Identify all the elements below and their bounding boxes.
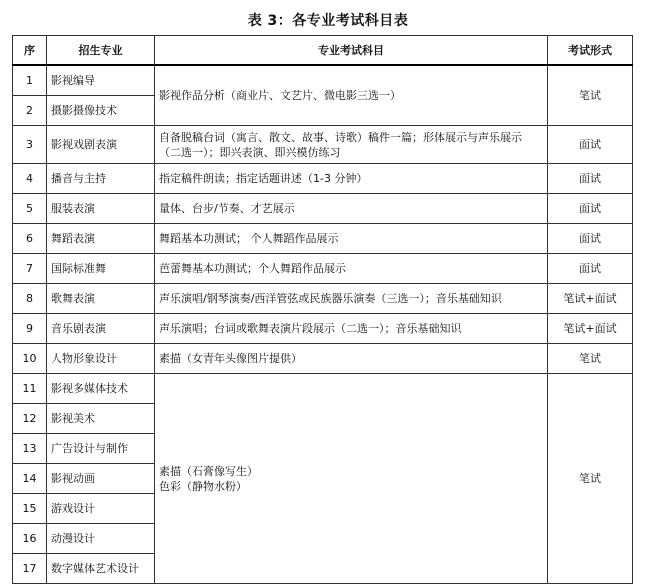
exam-subjects: 声乐演唱/钢琴演奏/西洋管弦或民族器乐演奏（三选一）；音乐基础知识 <box>155 284 548 314</box>
table-row <box>13 65 633 96</box>
table-row <box>13 224 633 254</box>
table-row <box>13 194 633 224</box>
row-number: 9 <box>13 314 47 344</box>
exam-subjects: 自备脱稿台词（寓言、散文、故事、诗歌）稿件一篇；形体展示与声乐展示（二选一）；即兴表演、即兴模仿练习 <box>155 126 548 164</box>
exam-form: 笔试 <box>548 65 633 126</box>
table-row <box>13 164 633 194</box>
exam-subjects: 量体、台步/节奏、才艺展示 <box>155 194 548 224</box>
row-number: 16 <box>13 524 47 554</box>
exam-subjects: 声乐演唱；台词或歌舞表演片段展示（二选一）；音乐基础知识 <box>155 314 548 344</box>
major-name: 歌舞表演 <box>47 284 155 314</box>
row-number: 1 <box>13 65 47 96</box>
major-name: 摄影摄像技术 <box>47 96 155 126</box>
row-number: 3 <box>13 126 47 164</box>
table-row <box>13 126 633 164</box>
major-name: 服装表演 <box>47 194 155 224</box>
exam-subjects: 芭蕾舞基本功测试；个人舞蹈作品展示 <box>155 254 548 284</box>
major-name: 舞蹈表演 <box>47 224 155 254</box>
exam-form: 面试 <box>548 194 633 224</box>
exam-form: 面试 <box>548 254 633 284</box>
row-number: 11 <box>13 374 47 404</box>
row-number: 12 <box>13 404 47 434</box>
row-number: 17 <box>13 554 47 584</box>
row-number: 4 <box>13 164 47 194</box>
exam-form: 笔试 <box>548 374 633 584</box>
table-row <box>13 284 633 314</box>
exam-form: 面试 <box>548 126 633 164</box>
table-row <box>13 344 633 374</box>
exam-subjects <box>155 374 548 584</box>
row-number: 2 <box>13 96 47 126</box>
row-number: 5 <box>13 194 47 224</box>
exam-subject-line: 素描（石膏像写生） <box>159 464 258 478</box>
exam-subjects: 素描（女青年头像图片提供） <box>155 344 548 374</box>
exam-subjects: 舞蹈基本功测试； 个人舞蹈作品展示 <box>155 224 548 254</box>
exam-subjects: 指定稿件朗读；指定话题讲述（1-3 分钟） <box>155 164 548 194</box>
major-name: 影视编导 <box>47 65 155 96</box>
exam-form: 笔试 <box>548 344 633 374</box>
major-name: 播音与主持 <box>47 164 155 194</box>
row-number: 6 <box>13 224 47 254</box>
row-number: 13 <box>13 434 47 464</box>
header-subjects: 专业考试科目 <box>155 36 548 66</box>
exam-form: 面试 <box>548 224 633 254</box>
header-no: 序 <box>13 36 47 66</box>
exam-subjects: 影视作品分析（商业片、文艺片、微电影三选一） <box>155 65 548 126</box>
row-number: 14 <box>13 464 47 494</box>
major-name: 国际标准舞 <box>47 254 155 284</box>
table-row <box>13 374 633 404</box>
major-name: 人物形象设计 <box>47 344 155 374</box>
table-row <box>13 314 633 344</box>
header-form: 考试形式 <box>548 36 633 66</box>
exam-form: 笔试+面试 <box>548 314 633 344</box>
major-name: 广告设计与制作 <box>47 434 155 464</box>
major-name: 动漫设计 <box>47 524 155 554</box>
table-row <box>13 254 633 284</box>
row-number: 15 <box>13 494 47 524</box>
row-number: 8 <box>13 284 47 314</box>
header-major: 招生专业 <box>47 36 155 66</box>
table-header-row <box>13 36 633 66</box>
table-title: 表 3：各专业考试科目表 <box>247 13 409 29</box>
row-number: 10 <box>13 344 47 374</box>
major-name: 影视戏剧表演 <box>47 126 155 164</box>
major-name: 数字媒体艺术设计 <box>47 554 155 584</box>
exam-subjects-table <box>12 35 633 584</box>
exam-form: 面试 <box>548 164 633 194</box>
major-name: 音乐剧表演 <box>47 314 155 344</box>
exam-subject-line: 色彩（静物水粉） <box>159 479 247 493</box>
major-name: 影视动画 <box>47 464 155 494</box>
major-name: 游戏设计 <box>47 494 155 524</box>
row-number: 7 <box>13 254 47 284</box>
major-name: 影视多媒体技术 <box>47 374 155 404</box>
exam-form: 笔试+面试 <box>548 284 633 314</box>
major-name: 影视美术 <box>47 404 155 434</box>
